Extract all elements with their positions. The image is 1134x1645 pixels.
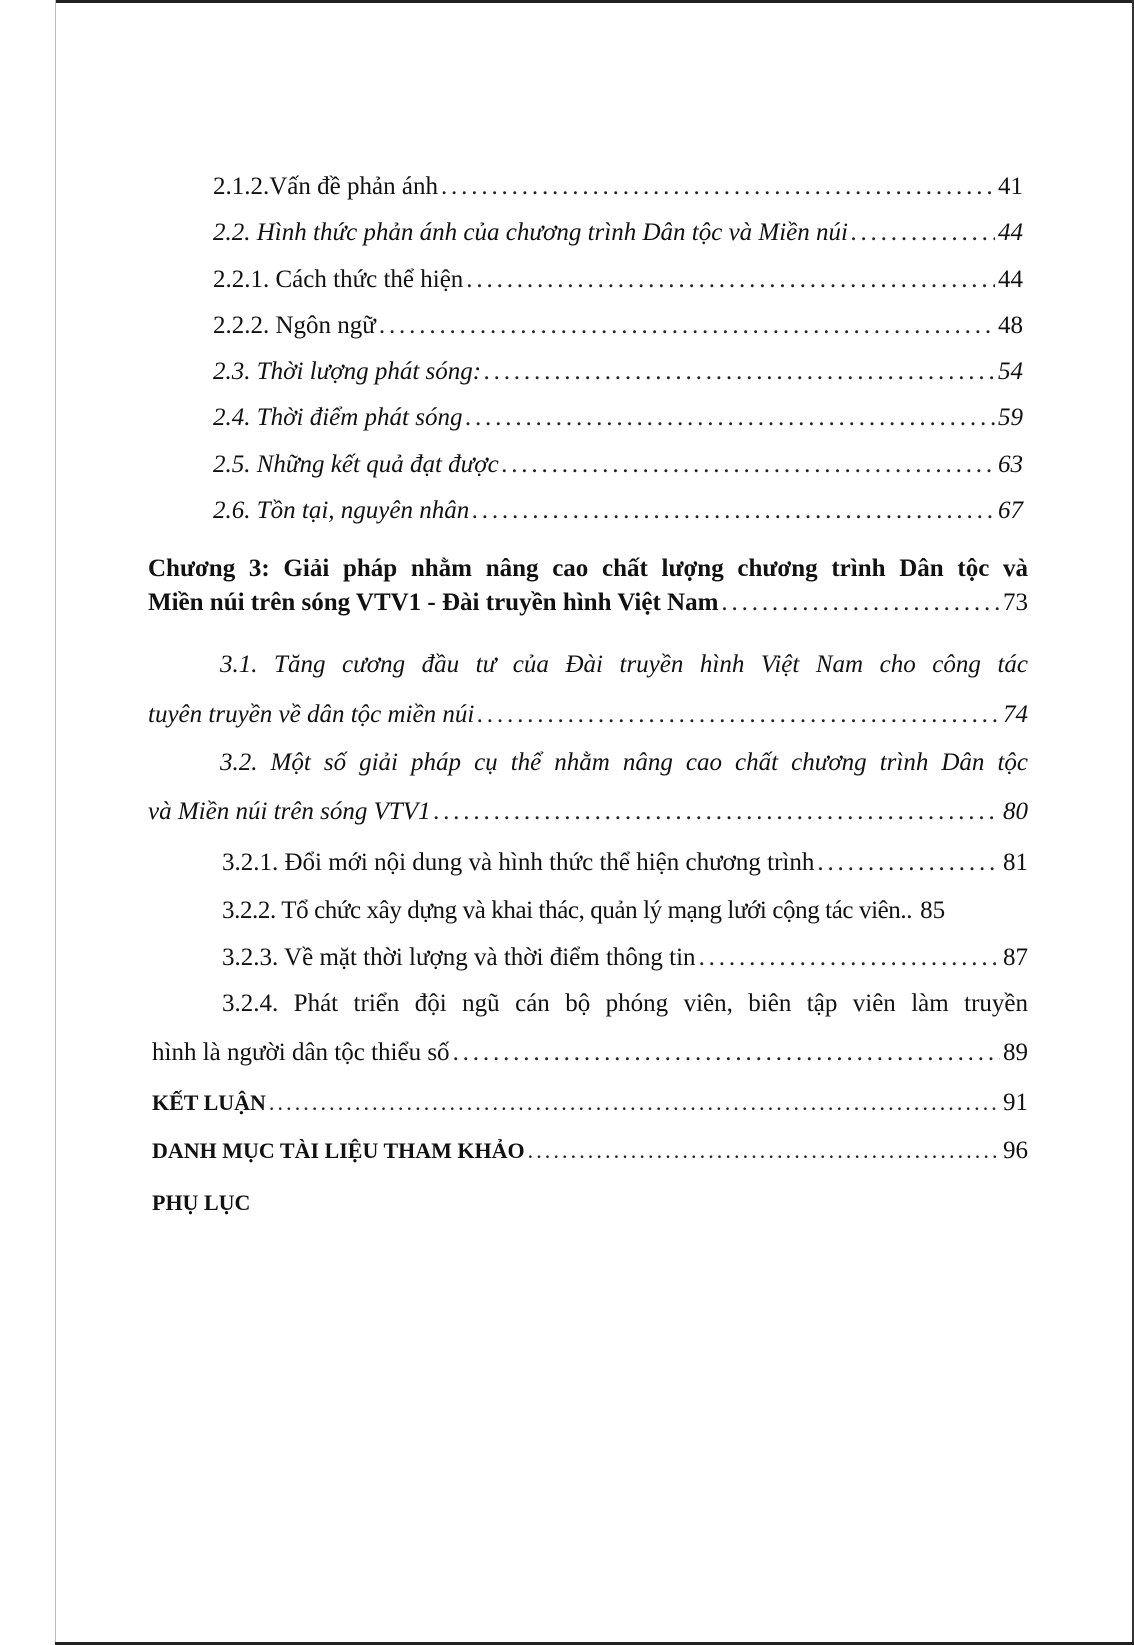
toc-entry-3-2-4: [152, 1038, 1028, 1068]
toc-entry-page: 67: [998, 497, 1023, 524]
toc-entry-page: 44: [998, 266, 1023, 293]
toc-entry-title: 2.1.2.Vấn đề phản ánh: [213, 173, 438, 200]
toc-entry-title: 3.2.2. Tổ chức xây dựng và khai thác, quản lý mạng lưới cộng tác viên..: [222, 897, 913, 924]
dot-leader: [379, 311, 995, 341]
toc-entry-title: và Miền núi trên sóng VTV1: [148, 798, 431, 825]
toc-references: [152, 1136, 1028, 1166]
toc-entry-3-1-line1: 3.1. Tăng cương đầu tư của Đài truyền hình Việt Nam cho công tác: [220, 651, 1028, 678]
toc-entry-page: 81: [1003, 849, 1028, 876]
dot-leader: [817, 848, 1000, 878]
toc-entry-title: 2.2.2. Ngôn ngữ: [213, 312, 376, 339]
toc-entry-page: 87: [1003, 944, 1028, 971]
toc-entry-3-2-2: [222, 896, 1028, 926]
toc-entry-page: 48: [998, 312, 1023, 339]
toc-entry-page: 59: [998, 404, 1023, 431]
toc-entry-title: 3.2.3. Về mặt thời lượng và thời điểm thông tin: [222, 944, 696, 971]
toc-entry-title: 2.3. Thời lượng phát sóng:: [213, 358, 482, 385]
toc-entry-page: 96: [1003, 1137, 1028, 1164]
toc-entry-2-2-1: [213, 265, 1023, 295]
toc-entry-3-1: [148, 700, 1028, 730]
toc-chapter-3-line1: Chương 3: Giải pháp nhằm nâng cao chất lượng chương trình Dân tộc và: [148, 555, 1028, 582]
toc-entry-title: 2.5. Những kết quả đạt được: [213, 451, 499, 478]
toc-entry-page: 91: [1003, 1089, 1028, 1116]
toc-entry-title: DANH MỤC TÀI LIỆU THAM KHẢO: [152, 1138, 525, 1163]
toc-entry-page: 85: [920, 897, 946, 924]
dot-leader: [453, 1038, 1000, 1068]
dot-leader: [502, 450, 995, 480]
scan-border-top: [55, 0, 1134, 3]
dot-leader: [851, 218, 995, 248]
toc-entry-title: 2.2.1. Cách thức thể hiện: [213, 266, 464, 293]
toc-entry-3-2-3: [222, 943, 1028, 973]
dot-leader: [434, 797, 1000, 827]
toc-entry-2-2-2: [213, 311, 1023, 341]
toc-entry-title: tuyên truyền về dân tộc miền núi: [148, 701, 475, 728]
dot-leader: [477, 700, 1000, 730]
dot-leader: [465, 403, 995, 433]
dot-leader: [721, 588, 1000, 618]
toc-entry-title: hình là người dân tộc thiểu số: [152, 1039, 450, 1066]
toc-entry-page: 54: [998, 358, 1023, 385]
toc-entry-2-2: [213, 218, 1023, 248]
toc-entry-3-2-1: [222, 848, 1028, 878]
toc-entry-3-2: [148, 797, 1028, 827]
dot-leader: [472, 496, 995, 526]
toc-entry-2-4: [213, 403, 1023, 433]
toc-entry-title: KẾT LUẬN: [152, 1090, 266, 1115]
toc-entry-2-5: [213, 450, 1023, 480]
dot-leader: [441, 172, 995, 202]
toc-entry-page: 73: [1003, 589, 1028, 616]
toc-conclusion: [152, 1088, 1028, 1118]
dot-leader: [528, 1136, 1000, 1166]
toc-entry-3-2-line1: 3.2. Một số giải pháp cụ thể nhằm nâng cao chất chương trình Dân tộc: [220, 749, 1028, 776]
dot-leader: [484, 357, 995, 387]
toc-entry-2-1-2: [213, 172, 1023, 202]
toc-entry-page: 74: [1003, 701, 1028, 728]
toc-entry-title: 3.2.1. Đổi mới nội dung và hình thức thể hiện chương trình: [222, 849, 815, 876]
toc-entry-page: 41: [998, 173, 1023, 200]
toc-entry-2-3: [213, 357, 1023, 387]
toc-entry-title: Miền núi trên sóng VTV1 - Đài truyền hình Việt Nam: [148, 589, 719, 616]
toc-entry-2-6: [213, 496, 1023, 526]
toc-entry-title: 2.2. Hình thức phản ánh của chương trình Dân tộc và Miền núi: [213, 219, 848, 246]
dot-leader: [699, 943, 1000, 973]
toc-entry-page: 63: [998, 451, 1023, 478]
dot-leader: [466, 265, 995, 295]
toc-entry-title: 2.4. Thời điểm phát sóng: [213, 404, 463, 431]
dot-leader: [269, 1088, 1000, 1118]
toc-appendix: PHỤ LỤC: [152, 1190, 251, 1215]
toc-chapter-3: [148, 588, 1028, 618]
toc-entry-title: 2.6. Tồn tại, nguyên nhân: [213, 497, 470, 524]
toc-entry-3-2-4-line1: 3.2.4. Phát triển đội ngũ cán bộ phóng viên, biên tập viên làm truyền: [222, 990, 1028, 1017]
scan-border-left: [55, 0, 56, 1645]
toc-entry-page: 44: [998, 219, 1023, 246]
toc-entry-page: 80: [1003, 798, 1028, 825]
toc-entry-page: 89: [1003, 1039, 1028, 1066]
